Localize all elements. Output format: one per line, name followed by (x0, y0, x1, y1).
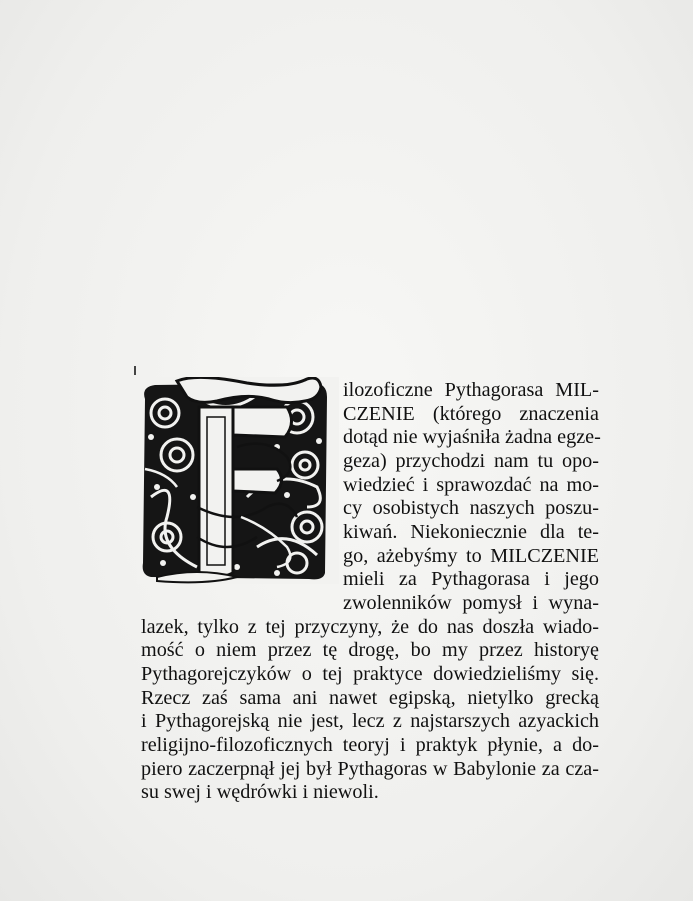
text-line: su swej i wędrówki i niewoli. (141, 781, 379, 803)
text-line: dotąd nie wyjaśniła żadna egze- (343, 426, 601, 448)
text-line: go, ażebyśmy to MILCZENIE (343, 545, 599, 567)
text-line: zwolenników pomysł i wyna- (343, 592, 599, 614)
text-line: Rzecz zaś sama ani nawet egipską, nietylko grecką (141, 687, 599, 709)
text-line: CZENIE (którego znaczenia (343, 403, 599, 425)
text-line: religijno-filozoficznych teoryj i praktyk płynie, a do- (141, 734, 599, 756)
bleed-through-text (120, 50, 600, 212)
text-line: mość o niem przez tę drogę, bo my przez historyę (141, 639, 599, 661)
text-line: piero zaczerpnął jej był Pythagoras w Babylonie za cza- (141, 758, 599, 780)
margin-mark (134, 366, 136, 375)
text-line: ilozoficzne Pythagorasa MIL- (343, 379, 599, 401)
initial-f-icon (137, 377, 339, 584)
ornate-initial-f (137, 377, 339, 584)
text-line: kiwań. Niekoniecznie dla te- (343, 521, 599, 543)
text-line: i Pythagorejską nie jest, lecz z najstarszych azyackich (141, 710, 599, 732)
text-line: cy osobistych naszych poszu- (343, 497, 599, 519)
text-line: mieli za Pythagorasa i jego (343, 568, 599, 590)
text-line: wiedzieć i sprawozdać na mo- (343, 474, 599, 496)
text-line: lazek, tylko z tej przyczyny, że do nas doszła wiado- (141, 616, 599, 638)
text-line: Pythagorejczyków o tej praktyce dowiedzieliśmy się. (141, 663, 599, 685)
text-line: geza) przychodzi nam tu opo- (343, 450, 599, 472)
